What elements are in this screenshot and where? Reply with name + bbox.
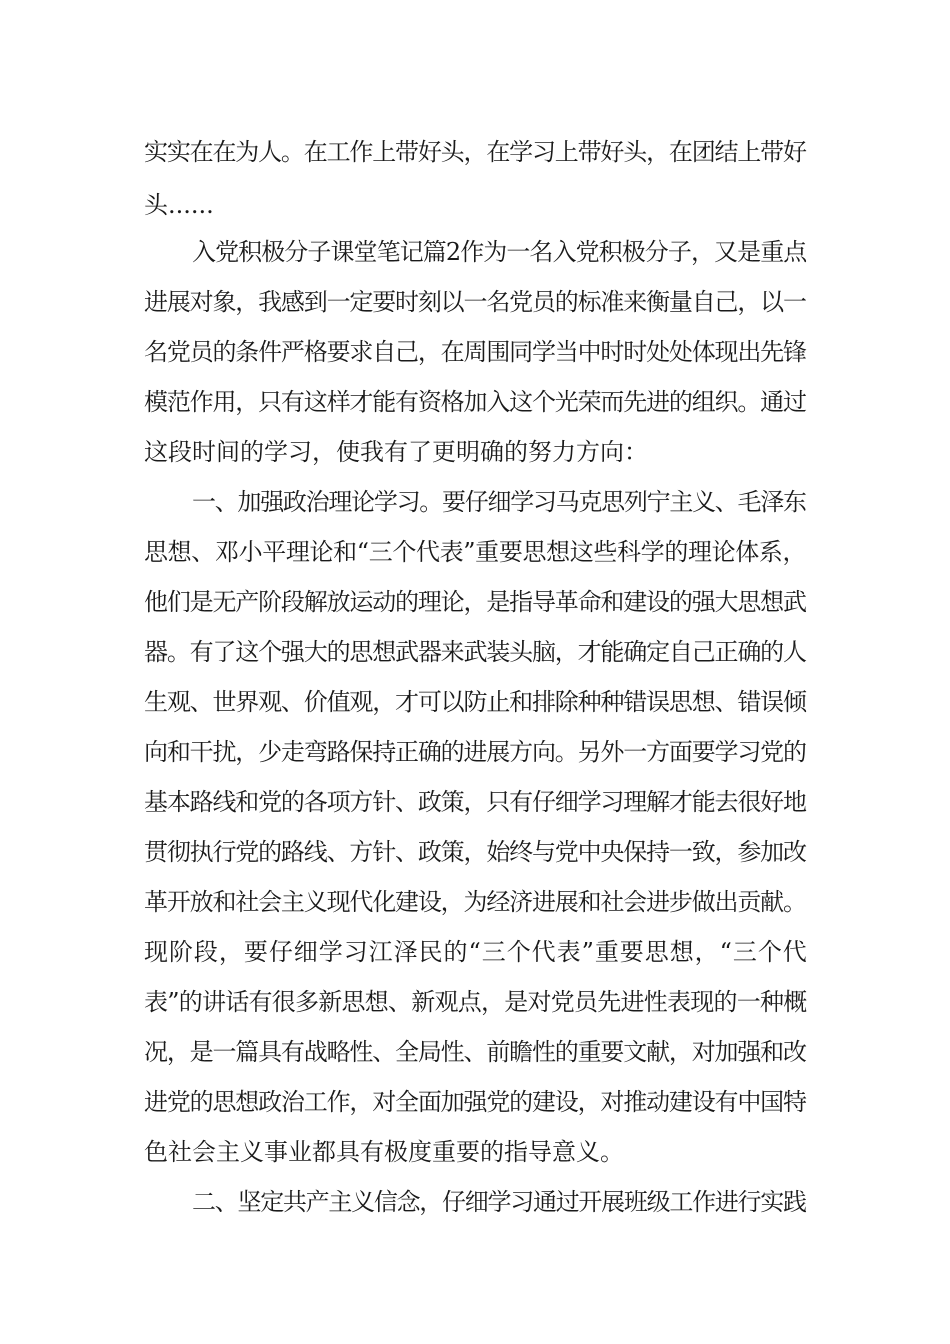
text-line: 模范作用，只有这样才能有资格加入这个光荣而先进的组织。通过 <box>144 388 806 416</box>
text-line: 实实在在为人。在工作上带好头，在学习上带好头，在团结上带好 <box>144 138 806 166</box>
text-line: 表”的讲话有很多新思想、新观点，是对党员先进性表现的一种概 <box>144 988 807 1016</box>
text-line: 贯彻执行党的路线、方针、政策，始终与党中央保持一致，参加改 <box>144 838 806 866</box>
text-line: 色社会主义事业都具有极度重要的指导意义。 <box>144 1138 624 1166</box>
text-line: 况，是一篇具有战略性、全局性、前瞻性的重要文献，对加强和改 <box>144 1038 806 1066</box>
text-line: 进展对象，我感到一定要时刻以一名党员的标准来衡量自己，以一 <box>144 288 806 316</box>
text-line: 革开放和社会主义现代化建设，为经济进展和社会进步做出贡献。 <box>144 888 806 916</box>
text-line: 他们是无产阶段解放运动的理论，是指导革命和建设的强大思想武 <box>144 588 806 616</box>
text-line: 头...... <box>144 191 214 219</box>
paragraph-first-line: 二、坚定共产主义信念，仔细学习通过开展班级工作进行实践 <box>192 1188 806 1216</box>
text-line: 现阶段，要仔细学习江泽民的“三个代表”重要思想，“三个代 <box>144 938 808 966</box>
text-line: 向和干扰，少走弯路保持正确的进展方向。另外一方面要学习党的 <box>144 738 806 766</box>
text-line: 这段时间的学习，使我有了更明确的努力方向： <box>144 438 648 466</box>
paragraph-first-line: 一、加强政治理论学习。要仔细学习马克思列宁主义、毛泽东 <box>192 488 806 516</box>
paragraph-first-line: 入党积极分子课堂笔记篇2作为一名入党积极分子，又是重点 <box>192 238 807 266</box>
text-line: 器。有了这个强大的思想武器来武装头脑，才能确定自己正确的人 <box>144 638 806 666</box>
text-line: 思想、邓小平理论和“三个代表”重要思想这些科学的理论体系， <box>144 538 807 566</box>
text-line: 名党员的条件严格要求自己，在周围同学当中时时处处体现出先锋 <box>144 338 806 366</box>
text-line: 生观、世界观、价值观，才可以防止和排除种种错误思想、错误倾 <box>144 688 806 716</box>
text-line: 进党的思想政治工作，对全面加强党的建设，对推动建设有中国特 <box>144 1088 806 1116</box>
text-line: 基本路线和党的各项方针、政策，只有仔细学习理解才能去很好地 <box>144 788 806 816</box>
